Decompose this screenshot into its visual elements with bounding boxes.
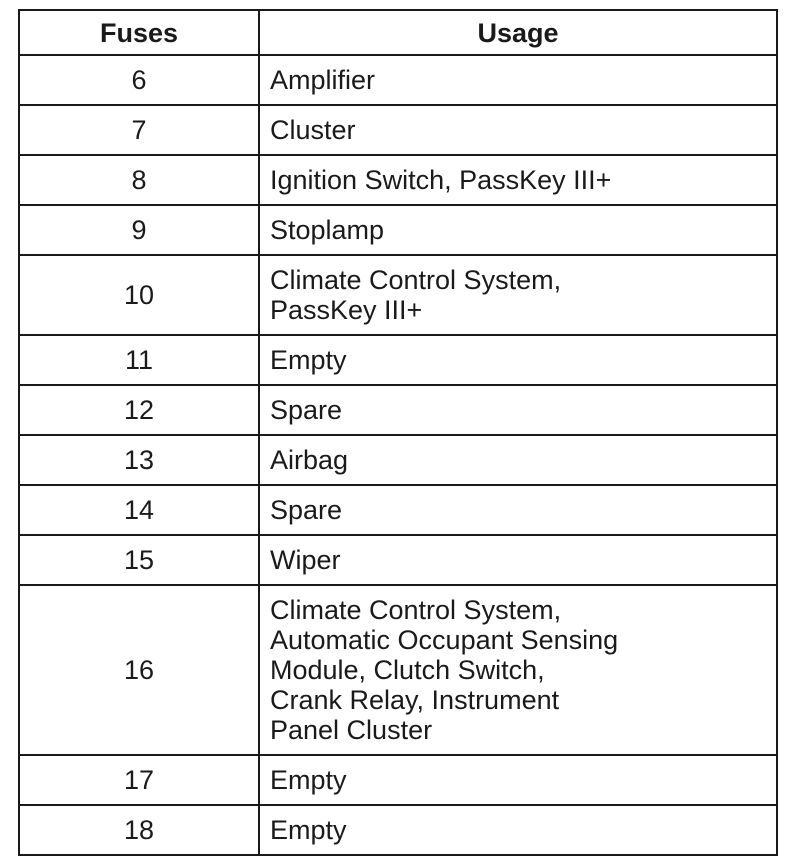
fuse-usage: Spare bbox=[270, 495, 343, 525]
fuse-usage-cell bbox=[259, 255, 777, 335]
table-row bbox=[19, 385, 777, 435]
fuse-usage: Stoplamp bbox=[270, 215, 385, 245]
column-header-fuses: Fuses bbox=[19, 10, 259, 55]
fuse-usage-cell bbox=[259, 535, 777, 585]
fuse-number: 17 bbox=[19, 755, 259, 805]
fuse-usage: Climate Control System, Automatic Occupant Sensing Module, Clutch Switch, Crank Relay, Instrument Panel Cluster bbox=[270, 595, 619, 745]
column-header-usage: Usage bbox=[259, 10, 777, 55]
fuse-usage-cell bbox=[259, 385, 777, 435]
fuse-usage-cell bbox=[259, 585, 777, 755]
table-row bbox=[19, 205, 777, 255]
fuse-number: 10 bbox=[19, 255, 259, 335]
fuse-usage: Empty bbox=[270, 815, 347, 845]
fuse-usage-table bbox=[18, 9, 778, 856]
table-row bbox=[19, 485, 777, 535]
fuse-usage-cell bbox=[259, 335, 777, 385]
fuse-number: 8 bbox=[19, 155, 259, 205]
fuse-usage-cell bbox=[259, 105, 777, 155]
fuse-usage: Wiper bbox=[270, 545, 341, 575]
table-row bbox=[19, 585, 777, 755]
table-row bbox=[19, 535, 777, 585]
fuse-usage-cell bbox=[259, 485, 777, 535]
fuse-number: 13 bbox=[19, 435, 259, 485]
fuse-usage-cell bbox=[259, 155, 777, 205]
fuse-number: 14 bbox=[19, 485, 259, 535]
fuse-number: 15 bbox=[19, 535, 259, 585]
table-row bbox=[19, 155, 777, 205]
fuse-usage-cell bbox=[259, 435, 777, 485]
fuse-usage: Amplifier bbox=[270, 65, 376, 95]
fuse-usage-cell bbox=[259, 205, 777, 255]
fuse-usage: Climate Control System, PassKey III+ bbox=[270, 265, 562, 325]
fuse-usage: Ignition Switch, PassKey III+ bbox=[270, 165, 612, 195]
table-row bbox=[19, 255, 777, 335]
fuse-number: 9 bbox=[19, 205, 259, 255]
table-row bbox=[19, 755, 777, 805]
table-row bbox=[19, 335, 777, 385]
table-row bbox=[19, 55, 777, 105]
fuse-number: 16 bbox=[19, 585, 259, 755]
table-row bbox=[19, 435, 777, 485]
fuse-usage-cell bbox=[259, 805, 777, 855]
fuse-number: 6 bbox=[19, 55, 259, 105]
fuse-usage: Cluster bbox=[270, 115, 356, 145]
fuse-usage: Airbag bbox=[270, 445, 349, 475]
table-row bbox=[19, 105, 777, 155]
fuse-number: 12 bbox=[19, 385, 259, 435]
fuse-usage: Spare bbox=[270, 395, 343, 425]
table-header-row bbox=[19, 10, 777, 55]
fuse-usage-cell bbox=[259, 755, 777, 805]
fuse-number: 18 bbox=[19, 805, 259, 855]
fuse-usage: Empty bbox=[270, 765, 347, 795]
table-row bbox=[19, 805, 777, 855]
fuse-usage: Empty bbox=[270, 345, 347, 375]
fuse-number: 7 bbox=[19, 105, 259, 155]
fuse-number: 11 bbox=[19, 335, 259, 385]
fuse-usage-cell bbox=[259, 55, 777, 105]
